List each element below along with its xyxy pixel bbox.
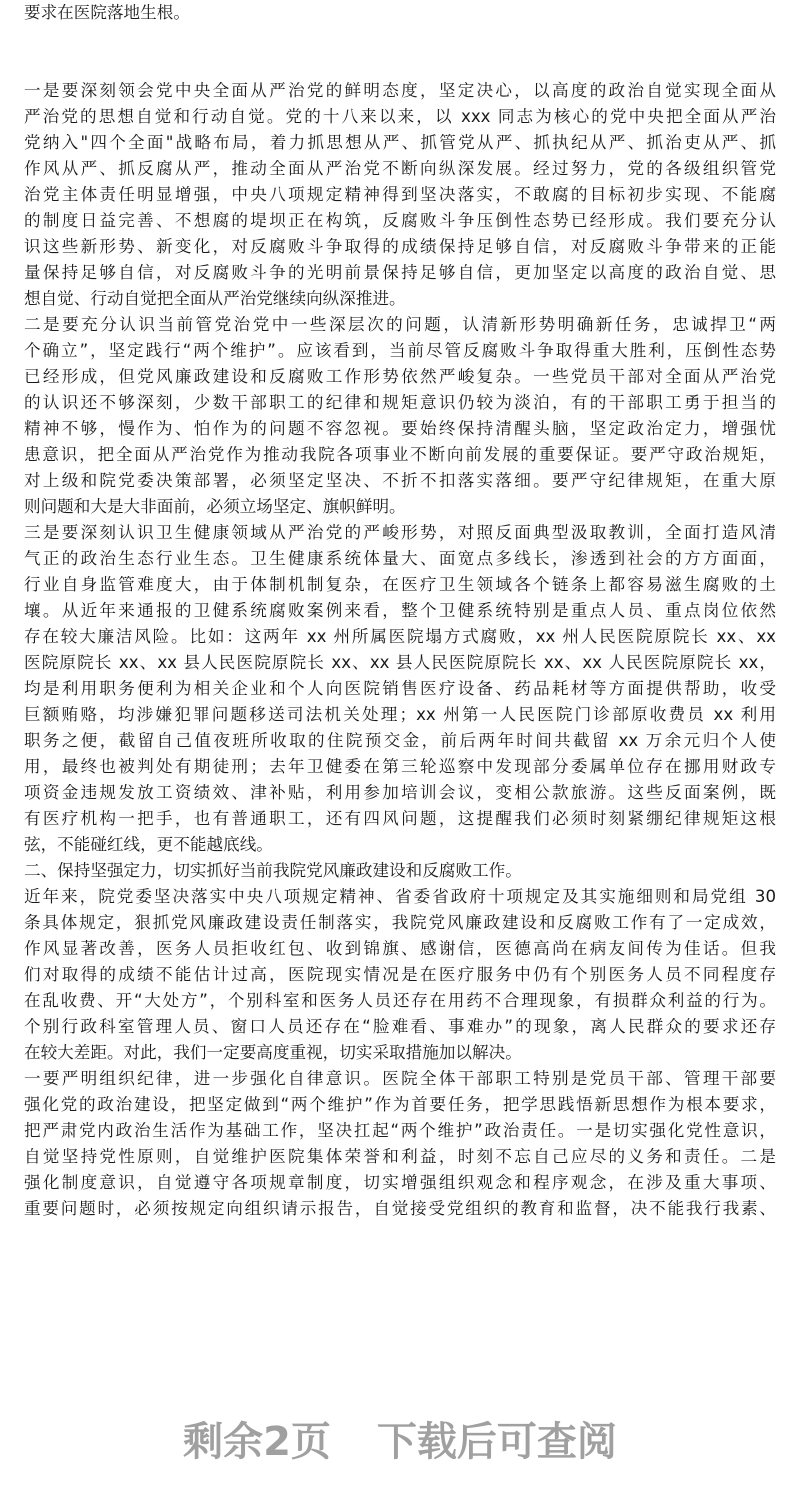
- text-line: 巨额贿赂，均涉嫌犯罪问题移送司法机关处理；xx 州第一人民医院门诊部原收费员 xx 利用: [24, 705, 776, 724]
- text-line: 精神不够，慢作为、怕作为的问题不容忽视。要始终保持清醒头脑，坚定政治定力，增强忧: [24, 419, 776, 438]
- text-line: 作风从严、抓反腐从严，推动全面从严治党不断向纵深发展。经过努力，党的各级组织管党: [24, 159, 776, 178]
- text-line: 识这些新形势、新变化，对反腐败斗争取得的成绩保持足够自信，对反腐败斗争带来的正能: [24, 237, 776, 256]
- text-line: 弦，不能碰红线，更不能越底线。: [24, 835, 273, 854]
- text-line: 个别行政科室管理人员、窗口人员还存在“脸难看、事难办”的现象，离人民群众的要求还存: [24, 1017, 776, 1036]
- text-line: 用，最终也被判处有期徒刑；去年卫健委在第三轮巡察中发现部分委属单位存在挪用财政专: [24, 757, 776, 776]
- text-line: 已经形成，但党风廉政建设和反腐败工作形势依然严峻复杂。一些党员干部对全面从严治党: [24, 367, 776, 386]
- text-line: 行业自身监管难度大，由于体制机制复杂，在医疗卫生领域各个链条上都容易滋生腐败的土: [24, 575, 776, 594]
- text-line: 医院原院长 xx、xx 县人民医院原院长 xx、xx 县人民医院原院长 xx、xx 人民医院原院长 xx，: [24, 653, 776, 672]
- text-line: 自觉坚持党性原则，自觉维护医院集体荣誉和利益，时刻不忘自己应尽的义务和责任。二是: [24, 1147, 776, 1166]
- remaining-pages-label: 剩余2页: [183, 1419, 331, 1465]
- preview-limit-banner[interactable]: [0, 1412, 800, 1472]
- text-line: 均是利用职务便利为相关企业和个人向医院销售医疗设备、药品耗材等方面提供帮助，收受: [24, 679, 776, 698]
- text-line: 重要问题时，必须按规定向组织请示报告，自觉接受党组织的教育和监督，决不能我行我素、: [24, 1199, 776, 1218]
- text-line: 党纳入"四个全面"战略布局，着力抓思想从严、抓管党从严、抓执纪从严、抓治吏从严、抓: [24, 133, 776, 152]
- text-line: 患意识，把全面从严治党作为推动我院各项事业不断向前发展的重要保证。要严守政治规矩，: [24, 445, 776, 464]
- text-line: 对上级和院党委决策部署，必须坚定坚决、不折不扣落实落细。要严守纪律规矩，在重大原: [24, 471, 776, 490]
- text-line: 的制度日益完善、不想腐的堤坝正在构筑，反腐败斗争压倒性态势已经形成。我们要充分认: [24, 211, 776, 230]
- text-line: 把严肃党内政治生活作为基础工作，坚决扛起“两个维护”政治责任。一是切实强化党性意识，: [24, 1121, 776, 1140]
- text-line: 则问题和大是大非面前，必须立场坚定、旗帜鲜明。: [24, 497, 406, 516]
- text-line: 壤。从近年来通报的卫健系统腐败案例来看，整个卫健系统特别是重点人员、重点岗位依然: [24, 601, 776, 620]
- text-line: 想自觉、行动自觉把全面从严治党继续向纵深推进。: [24, 289, 406, 308]
- download-to-view-label: 下载后可查阅: [376, 1419, 617, 1465]
- text-line: 气正的政治生态行业生态。卫生健康系统体量大、面宽点多线长，渗透到社会的方方面面，: [24, 549, 776, 568]
- text-line: 有医疗机构一把手，也有普通职工，还有四风问题，这提醒我们必须时刻紧绷纪律规矩这根: [24, 809, 776, 828]
- text-line: 治党主体责任明显增强，中央八项规定精神得到坚决落实，不敢腐的目标初步实现、不能腐: [24, 185, 776, 204]
- text-line: 要求在医院落地生根。: [24, 3, 190, 22]
- text-line: 的认识还不够深刻，少数干部职工的纪律和规矩意识仍较为淡泊，有的干部职工勇于担当的: [24, 393, 776, 412]
- text-line: 职务之便，截留自己值夜班所收取的住院预交金，前后两年时间共截留 xx 万余元归个人使: [24, 731, 776, 750]
- text-line: 二、保持坚强定力，切实抓好当前我院党风廉政建设和反腐败工作。: [24, 861, 522, 880]
- text-line: 三是要深刻认识卫生健康领域从严治党的严峻形势，对照反面典型汲取教训，全面打造风清: [24, 523, 776, 542]
- text-line: 一是要深刻领会党中央全面从严治党的鲜明态度，坚定决心，以高度的政治自觉实现全面从: [24, 81, 776, 100]
- text-line: 在较大差距。对此，我们一定要高度重视，切实采取措施加以解决。: [24, 1043, 522, 1062]
- text-line: 存在较大廉洁风险。比如：这两年 xx 州所属医院塌方式腐败，xx 州人民医院原院长 xx、xx: [24, 627, 776, 646]
- text-line: 条具体规定，狠抓党风廉政建设责任制落实，我院党风廉政建设和反腐败工作有了一定成效，: [24, 913, 776, 932]
- text-line: 一要严明组织纪律，进一步强化自律意识。医院全体干部职工特别是党员干部、管理干部要: [24, 1069, 776, 1088]
- text-line: 近年来，院党委坚决落实中央八项规定精神、省委省政府十项规定及其实施细则和局党组 30: [24, 887, 776, 906]
- text-line: 二是要充分认识当前管党治党中一些深层次的问题，认清新形势明确新任务，忠诚捍卫“两: [24, 315, 776, 334]
- text-line: 在乱收费、开“大处方”，个别科室和医务人员还存在用药不合理现象，有损群众利益的行为。: [24, 991, 776, 1010]
- text-line: 们对取得的成绩不能估计过高，医院现实情况是在医疗服务中仍有个别医务人员不同程度存: [24, 965, 776, 984]
- text-line: 强化制度意识，自觉遵守各项规章制度，切实增强组织观念和程序观念，在涉及重大事项、: [24, 1173, 776, 1192]
- text-line: 严治党的思想自觉和行动自觉。党的十八来以来，以 xxx 同志为核心的党中央把全面从严治: [24, 107, 776, 126]
- text-line: 个确立”，坚定践行“两个维护”。应该看到，当前尽管反腐败斗争取得重大胜利，压倒性态势: [24, 341, 776, 360]
- text-line: 量保持足够自信，对反腐败斗争的光明前景保持足够自信，更加坚定以高度的政治自觉、思: [24, 263, 776, 282]
- text-line: 强化党的政治建设，把坚定做到“两个维护”作为首要任务，把学思践悟新思想作为根本要求，: [24, 1095, 776, 1114]
- text-line: 作风显著改善，医务人员拒收红包、收到锦旗、感谢信，医德高尚在病友间传为佳话。但我: [24, 939, 776, 958]
- text-line: 项资金违规发放工资绩效、津补贴，利用参加培训会议，变相公款旅游。这些反面案例，既: [24, 783, 776, 802]
